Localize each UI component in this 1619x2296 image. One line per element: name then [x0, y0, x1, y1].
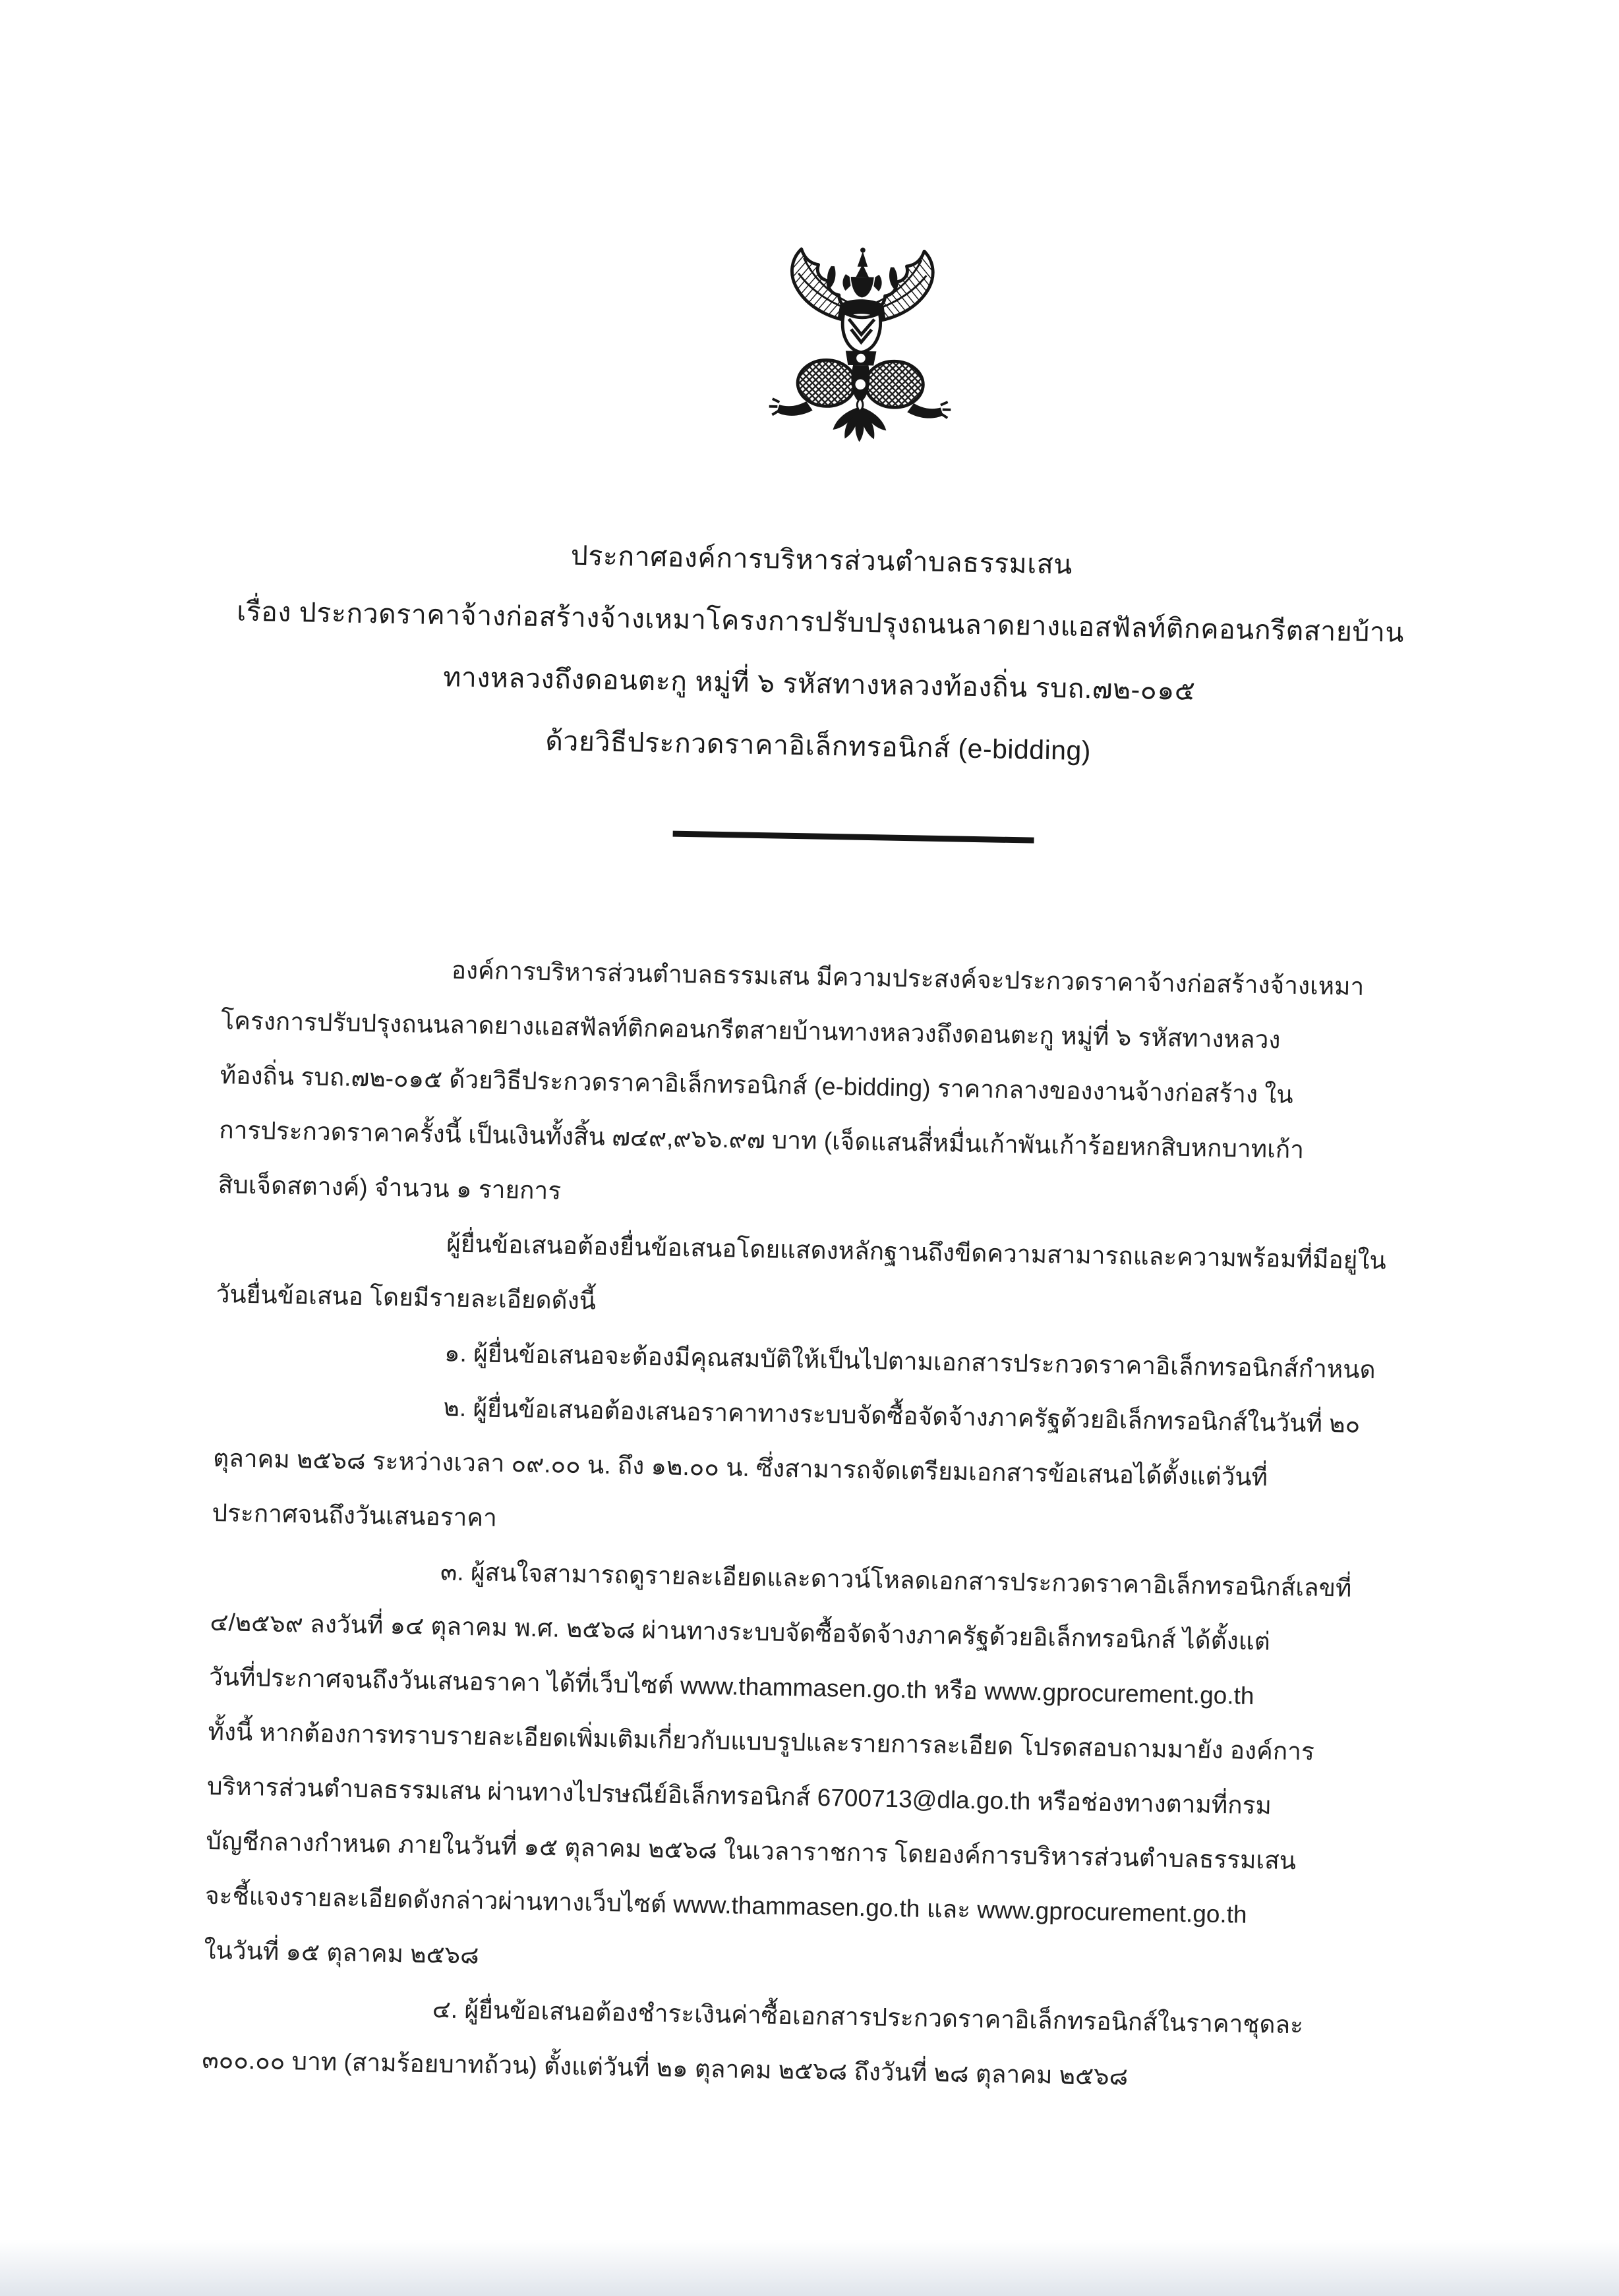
document-title [211, 518, 1428, 788]
body-line: จะชี้แจงรายละเอียดดังกล่าวผ่านทางเว็บไซต์ www.thammasen.go.th และ www.gprocurement.go.th [204, 1881, 1247, 1928]
body-line: ผู้ยื่นข้อเสนอต้องยื่นข้อเสนอโดยแสดงหลักฐานถึงขีดความสามารถและความพร้อมที่มีอยู่ใน [446, 1230, 1387, 1275]
title-line: เรื่อง ประกวดราคาจ้างก่อสร้างจ้างเหมาโครงการปรับปรุงถนนลาดยางแอสฟัลท์ติกคอนกรีตสายบ้าน [236, 596, 1405, 648]
body-line: วันยื่นข้อเสนอ โดยมีรายละเอียดดังนี้ [216, 1280, 597, 1315]
title-divider-rule [673, 831, 1034, 844]
body-line: ท้องถิ่น รบถ.๗๒-๐๑๕ ด้วยวิธีประกวดราคาอิเล็กทรอนิกส์ (e-bidding) ราคากลางของงานจ้างก่อสร้าง ใน [220, 1062, 1294, 1108]
document-body [202, 938, 1416, 2109]
body-line-item-4: ๔. ผู้ยื่นข้อเสนอต้องชำระเงินค่าซื้อเอกสารประกวดราคาอิเล็กทรอนิกส์ในราคาชุดละ [432, 1995, 1304, 2039]
garuda-emblem-icon [763, 244, 959, 465]
body-line: ๔/๒๕๖๙ ลงวันที่ ๑๔ ตุลาคม พ.ศ. ๒๕๖๘ ผ่านทางระบบจัดซื้อจัดจ้างภาครัฐด้วยอิเล็กทรอนิกส์ ได้ตั้งแต่ [210, 1608, 1271, 1655]
title-line: ประกาศองค์การบริหารส่วนตำบลธรรมเสน [570, 540, 1073, 580]
body-line: ในวันที่ ๑๕ ตุลาคม ๒๕๖๘ [204, 1936, 480, 1969]
body-line: ประกาศจนถึงวันเสนอราคา [212, 1499, 498, 1532]
body-line: การประกวดราคาครั้งนี้ เป็นเงินทั้งสิ้น ๗๔๙,๙๖๖.๙๗ บาท (เจ็ดแสนสี่หมื่นเก้าพันเก้าร้อยหกสิบหกบาทเก้า [218, 1116, 1305, 1164]
body-line: ๓๐๐.๐๐ บาท (สามร้อยบาทถ้วน) ตั้งแต่วันที่ ๒๑ ตุลาคม ๒๕๖๘ ถึงวันที่ ๒๘ ตุลาคม ๒๕๖๘ [202, 2046, 1129, 2090]
title-line: ทางหลวงถึงดอนตะกู หมู่ที่ ๖ รหัสทางหลวงท้องถิ่น รบถ.๗๒-๐๑๕ [442, 662, 1196, 706]
body-line: วันที่ประกาศจนถึงวันเสนอราคา ได้ที่เว็บไซต์ www.thammasen.go.th หรือ www.gprocurement.go.th [208, 1663, 1254, 1709]
title-line: ด้วยวิธีประกวดราคาอิเล็กทรอนิกส์ (e-bidding) [545, 726, 1092, 766]
body-line: บัญชีกลางกำหนด ภายในวันที่ ๑๕ ตุลาคม ๒๕๖๘ ในเวลาราชการ โดยองค์การบริหารส่วนตำบลธรรมเสน [206, 1827, 1297, 1875]
scan-edge-shadow [0, 2239, 1619, 2296]
body-line-item-2: ๒. ผู้ยื่นข้อเสนอต้องเสนอราคาทางระบบจัดซื้อจัดจ้างภาครัฐด้วยอิเล็กทรอนิกส์ในวันที่ ๒๐ [443, 1394, 1361, 1438]
body-line: โครงการปรับปรุงถนนลาดยางแอสฟัลท์ติกคอนกรีตสายบ้านทางหลวงถึงดอนตะกู หมู่ที่ ๖ รหัสทางหลวง [220, 1007, 1281, 1054]
body-line-item-1: ๑. ผู้ยื่นข้อเสนอจะต้องมีคุณสมบัติให้เป็นไปตามเอกสารประกวดราคาอิเล็กทรอนิกส์กำหนด [444, 1339, 1376, 1384]
body-line: ตุลาคม ๒๕๖๘ ระหว่างเวลา ๐๙.๐๐ น. ถึง ๑๒.๐๐ น. ซึ่งสามารถจัดเตรียมเอกสารข้อเสนอได้ตั้งแต่วันที่ [212, 1444, 1268, 1491]
body-line: สิบเจ็ดสตางค์) จำนวน ๑ รายการ [218, 1171, 562, 1205]
body-line-item-3: ๓. ผู้สนใจสามารถดูรายละเอียดและดาวน์โหลดเอกสารประกวดราคาอิเล็กทรอนิกส์เลขที่ [440, 1558, 1352, 1602]
body-line: ทั้งนี้ หากต้องการทราบรายละเอียดเพิ่มเติมเกี่ยวกับแบบรูปและรายการละเอียด โปรดสอบถามมายัง องค์การ [208, 1717, 1315, 1765]
body-line: บริหารส่วนตำบลธรรมเสน ผ่านทางไปรษณีย์อิเล็กทรอนิกส์ 6700713@dla.go.th หรือช่องทางตามที่กรม [206, 1772, 1272, 1820]
body-line: องค์การบริหารส่วนตำบลธรรมเสน มีความประสงค์จะประกวดราคาจ้างก่อสร้างจ้างเหมา [451, 956, 1365, 1000]
